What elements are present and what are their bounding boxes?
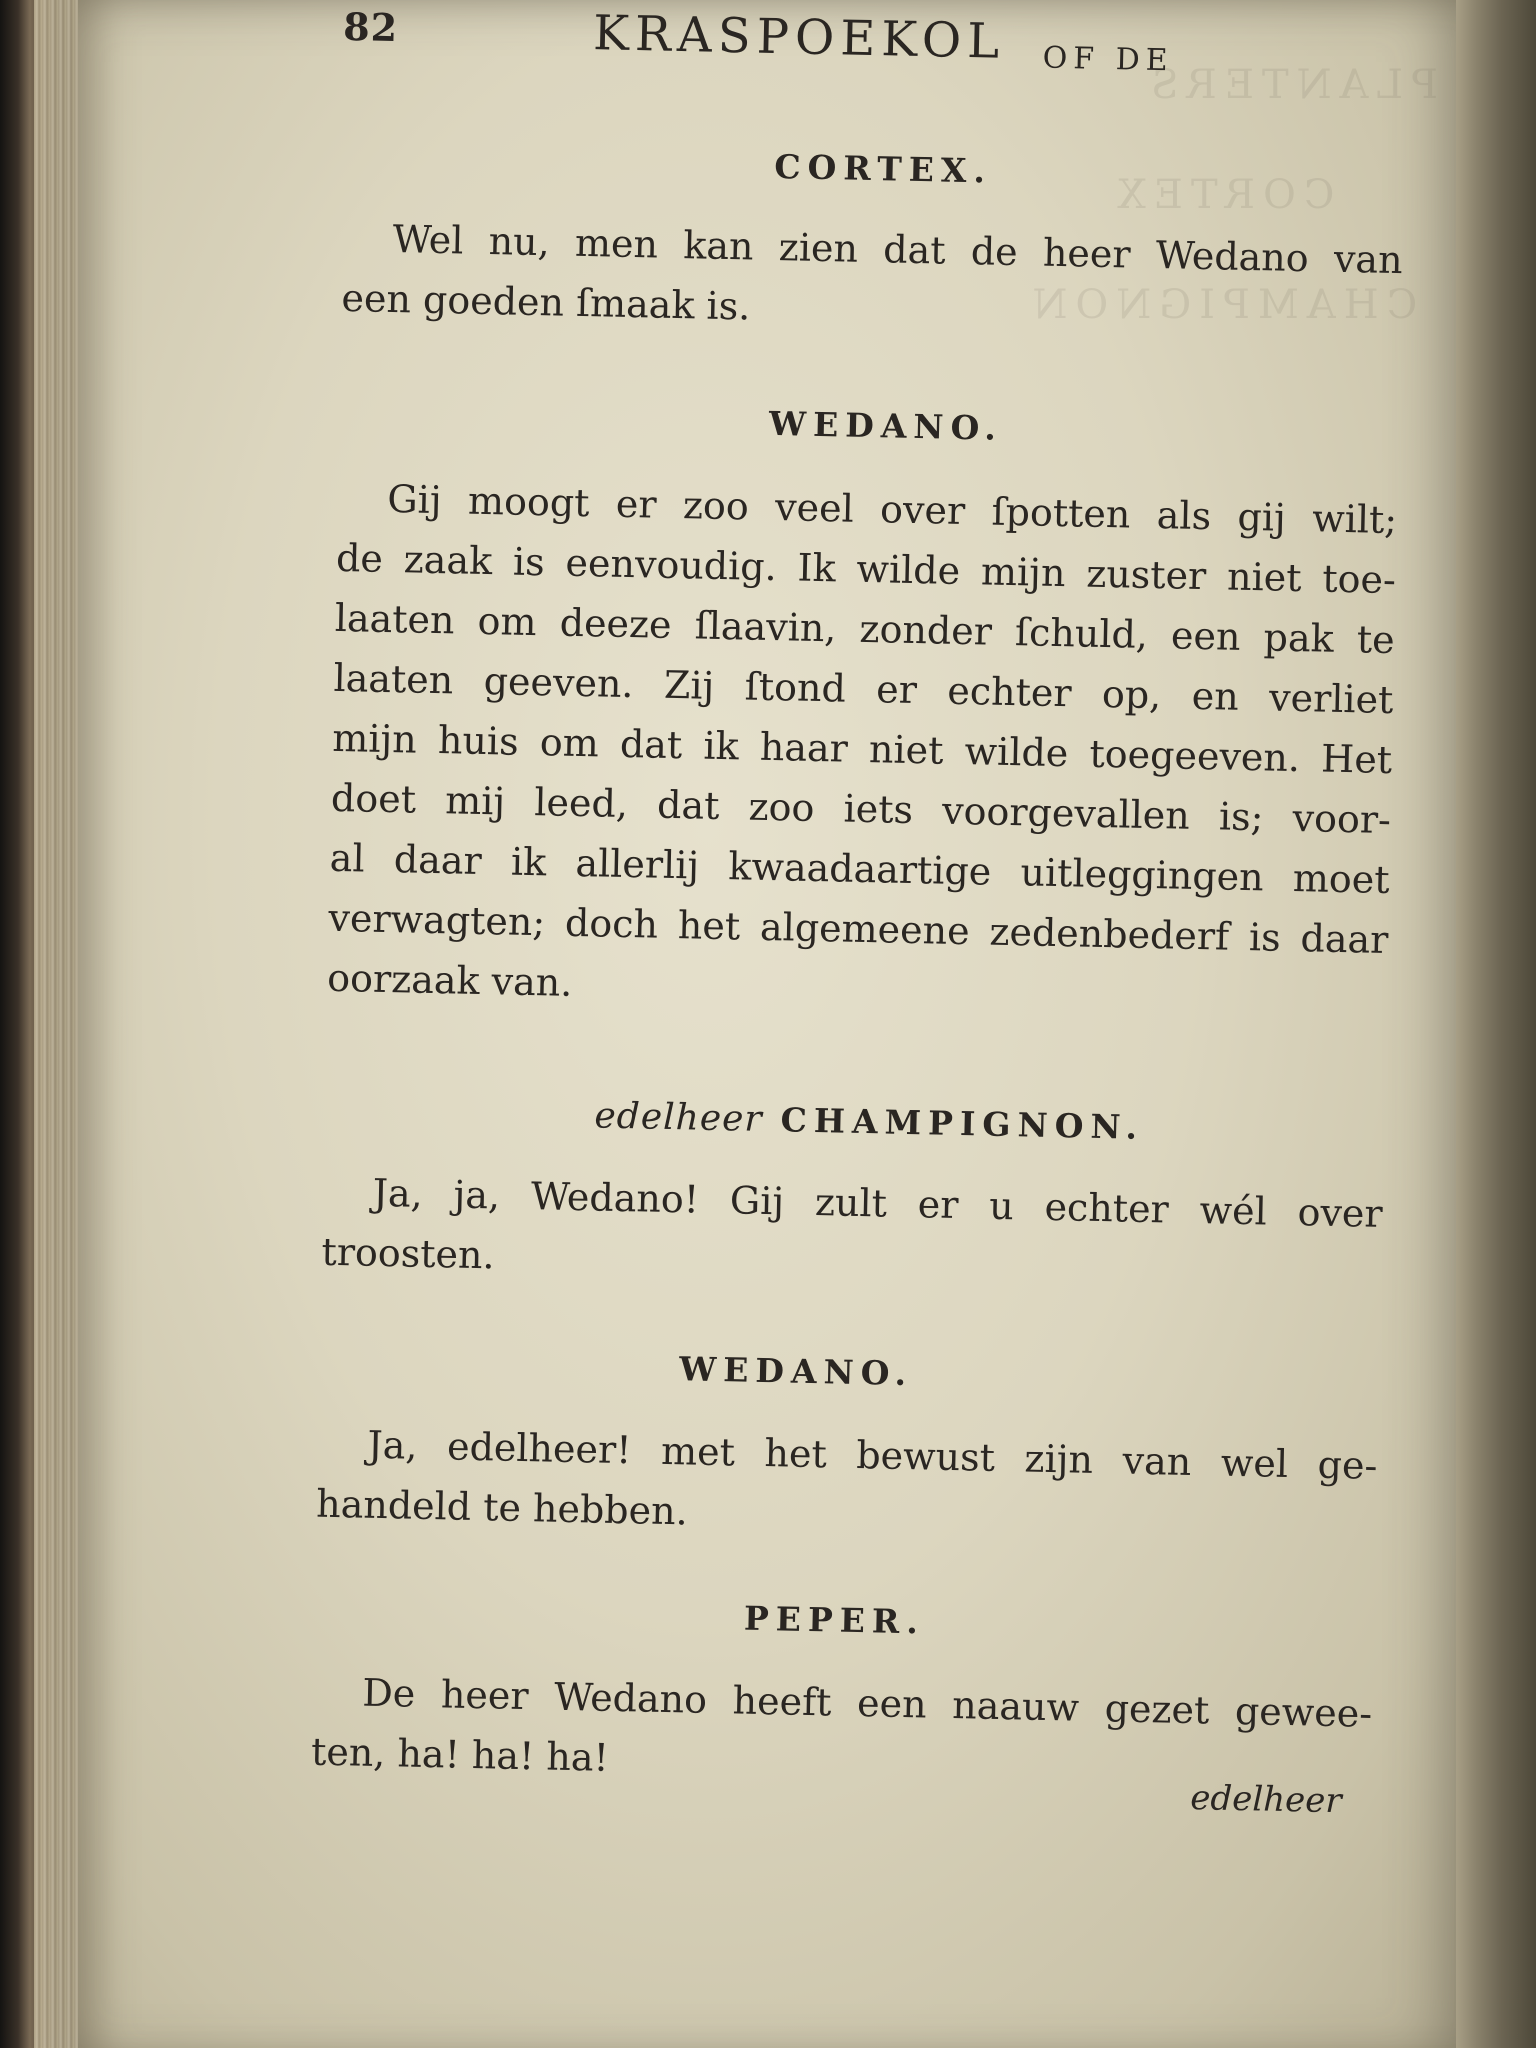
speech-line: een goeden ſmaak is.: [341, 275, 751, 329]
speech-line: troosten.: [321, 1229, 496, 1278]
speech-line: De heer Wedano heeft een naauw gezet gewee-: [361, 1670, 1373, 1736]
running-head-title: KRASPOEKOL: [592, 5, 1006, 70]
speech-line: Wel nu, men kan zien dat de heer Wedano van: [392, 216, 1404, 283]
speaker-name: CORTEX.: [773, 146, 993, 191]
speaker-name: PEPER.: [743, 1598, 926, 1642]
speech-line: oorzaak van.: [326, 955, 573, 1005]
speech-line: handeld te hebben.: [315, 1481, 689, 1534]
speech-line: verwagten; doch het algemeene zedenbederf is daar: [328, 895, 1389, 962]
speech-line: laaten geeven. Zij ſtond er echter op, en verliet: [333, 655, 1394, 723]
speaker-name: WEDANO.: [678, 1349, 914, 1394]
speech-line: laaten om deeze ſlaavin, zonder ſchuld, een pak te: [334, 595, 1396, 663]
speaker-name: WEDANO.: [768, 403, 1004, 448]
speech-paragraph: [341, 208, 1403, 350]
speech-line: Gij moogt er zoo veel over ſpotten als gij wilt;: [386, 476, 1398, 543]
page-number: 82: [342, 3, 399, 51]
running-head-suffix: OF DE: [1042, 40, 1174, 79]
speech-line: de zaak is eenvoudig. Ik wilde mijn zuster niet toe-: [335, 535, 1397, 603]
running-head: [342, 0, 1243, 91]
speaker-surname: CHAMPIGNON.: [780, 1100, 1145, 1147]
speech-line: doet mij leed, dat zoo iets voorgevallen is; voor-: [330, 775, 1392, 843]
catchword: edelheer: [1189, 1778, 1342, 1822]
speaker-name: [594, 1095, 1144, 1148]
speech-line: Ja, ja, Wedano! Gij zult er u echter wél over: [372, 1170, 1384, 1236]
speech-line: Ja, edelheer! met het bewust zijn van wel ge-: [367, 1422, 1378, 1488]
speech-paragraph: [321, 1162, 1383, 1304]
speech-paragraph: [327, 468, 1398, 1030]
speech-paragraph: [316, 1414, 1378, 1556]
speech-line: mijn huis om dat ik haar niet wilde toegeeven. Het: [331, 715, 1393, 783]
book-page: [78, 0, 1478, 2048]
show-through-ink: PLANTERS CORTEX CHAMPIGNON: [1024, 62, 1438, 328]
speech-line: ten, ha! ha! ha!: [310, 1729, 610, 1780]
speech-line: al daar ik allerlij kwaadaartige uitleggingen moet: [329, 835, 1391, 903]
speaker-title: edelheer: [594, 1095, 764, 1140]
facing-page-edge: [1456, 0, 1536, 2048]
